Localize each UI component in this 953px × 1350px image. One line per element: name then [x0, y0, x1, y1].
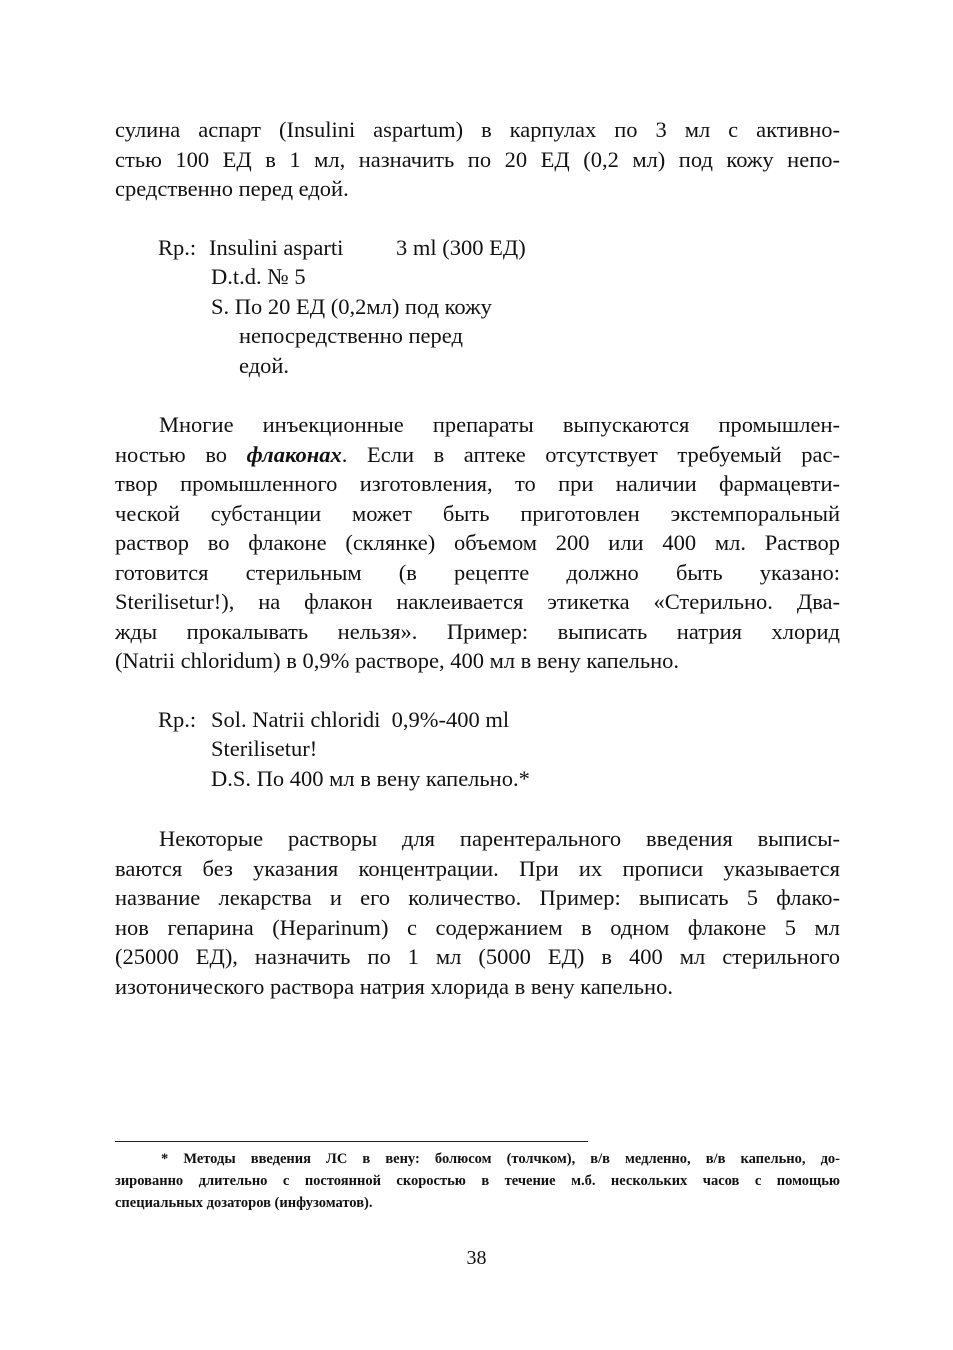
rx-label: Rp.:: [158, 235, 197, 260]
text-line: (25000 ЕД), назначить по 1 мл (5000 ЕД) в 400 мл стерильного: [115, 944, 840, 969]
text-line: твор промышленного изготовления, то при наличии фармацевти-: [115, 471, 840, 496]
text-line: изотонического раствора натрия хлорида в вену капельно.: [115, 973, 673, 999]
rx-sterile: Sterilisetur!: [211, 736, 318, 761]
rx-signa-line: едой.: [239, 353, 290, 378]
text-line: нов гепарина (Heparinum) с содержанием в одном флаконе 5 мл: [115, 914, 840, 940]
footnote-divider: [115, 1141, 588, 1142]
rx-drug: Sol. Natrii chloridi 0,9%-400 ml: [211, 707, 510, 732]
footnote-line: [115, 1148, 840, 1170]
text-line: раствор во флаконе (склянке) объемом 200 или 400 мл. Раствор: [115, 530, 840, 555]
paragraph-insulin-continuation: [115, 115, 840, 204]
text-fragment: Многие инъекционные препараты выпускаются промышлен-: [159, 412, 840, 437]
rx-signa-line: непосредственно перед: [239, 323, 463, 348]
paragraph-vials: [115, 410, 840, 676]
rx-signa: D.S. По 400 мл в вену капельно.*: [211, 766, 530, 791]
rx-signa-line: S. По 20 ЕД (0,2мл) под кожу: [211, 294, 492, 319]
text-fragment: * Методы введения ЛС в вену: болюсом (толчком), в/в медленно, в/в капельно, до-: [161, 1151, 840, 1167]
text-fragment: ностью во: [115, 441, 247, 467]
text-line: ческой субстанции может быть приготовлен экстемпоральный: [115, 500, 840, 526]
footnote-line: зированно длительно с постоянной скоростью в течение м.б. нескольких часов с помощью: [115, 1173, 840, 1189]
rx-drug: Insulini asparti: [209, 235, 344, 260]
text-line: жды прокалывать нельзя». Пример: выписать натрия хлорид: [115, 618, 840, 644]
emphasized-term: флаконах: [246, 441, 342, 467]
page-number: 38: [466, 1247, 487, 1269]
paragraph-heparin: [115, 824, 840, 1001]
text-line: средственно перед едой.: [115, 176, 349, 201]
text-line: стью 100 ЕД в 1 мл, назначить по 20 ЕД (0,2 мл) под кожу непо-: [115, 146, 840, 172]
text-line: [115, 410, 840, 440]
text-line: Sterilisetur!), на флакон наклеивается этикетка «Стерильно. Два-: [115, 589, 840, 614]
text-line: ваются без указания концентрации. При их прописи указывается: [115, 855, 840, 881]
text-line: [115, 440, 840, 470]
text-fragment: . Если в аптеке отсутствует требуемый рас-: [341, 441, 840, 467]
rx-dtd: D.t.d. № 5: [211, 264, 306, 289]
text-line: сулина аспарт (Insulini aspartum) в карпулах по 3 мл с активно-: [115, 117, 840, 142]
text-line: название лекарства и его количество. Пример: выписать 5 флако-: [115, 885, 840, 910]
text-fragment: Некоторые растворы для парентерального введения выписы-: [159, 826, 840, 851]
footnote-line: специальных дозаторов (инфузоматов).: [115, 1195, 373, 1211]
text-line: готовится стерильным (в рецепте должно быть указано:: [115, 559, 840, 585]
text-line: [115, 824, 840, 854]
rx-label: Rp.:: [158, 707, 197, 732]
rx-amount: 3 ml (300 ЕД): [396, 235, 526, 260]
text-line: (Natrii chloridum) в 0,9% растворе, 400 мл в вену капельно.: [115, 648, 680, 673]
footnote: [115, 1148, 840, 1214]
